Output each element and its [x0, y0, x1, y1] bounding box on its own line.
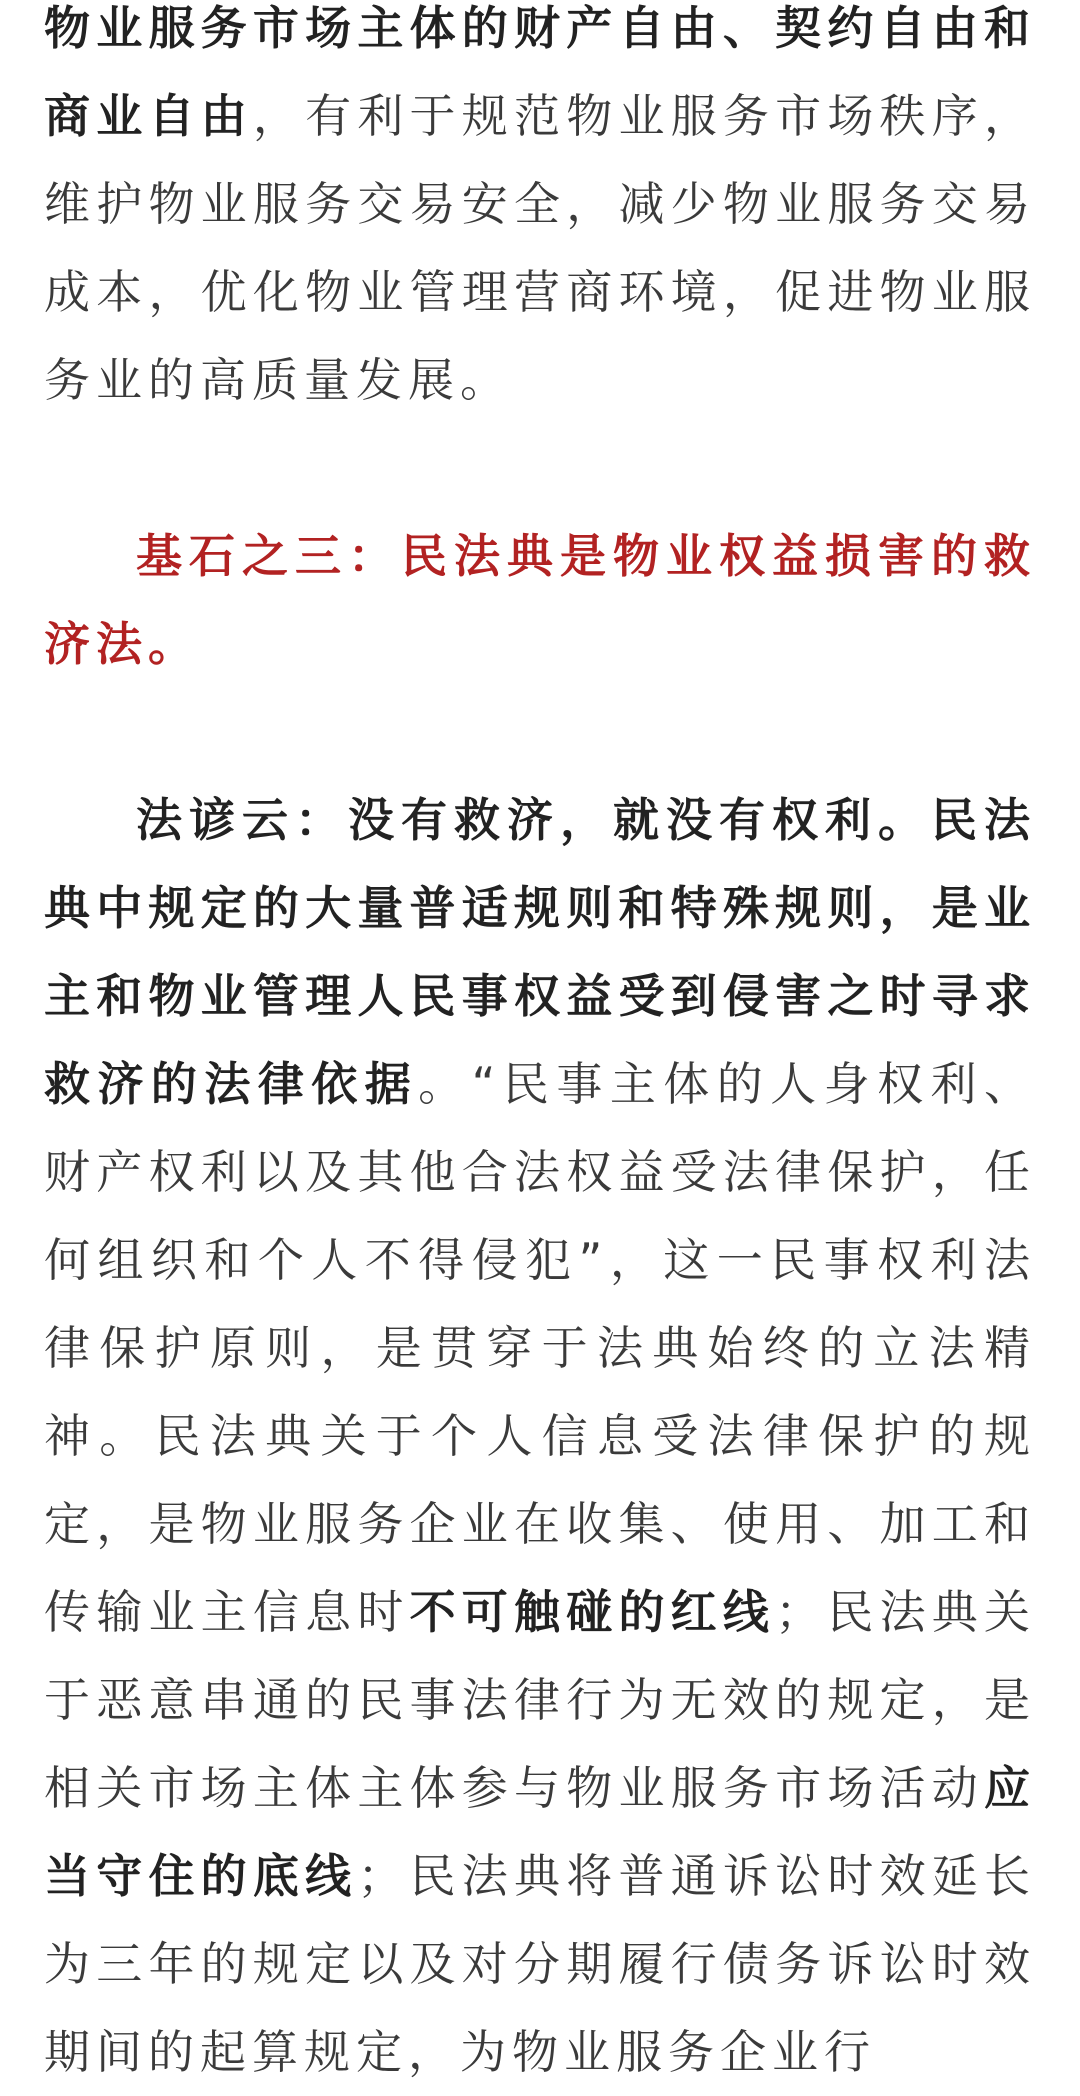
text-legal-maxim: 法谚云：没有救济，就没有权利。: [136, 793, 931, 847]
text-rights-protection: 。“民事主体的人身权利、财产权利以及其他合法权益受法律保护，任何组织和个人不得侵犯”，这一民事权利法律保护原则，是贯穿于法典始终的立法精神。民法典关于个人信息受法律保护的规定，是物业服务企业在收集、使用、加工和传输业主信息时: [44, 1057, 1036, 1639]
text-limitation-period: ；民法典将普通诉讼时效延长为三年的规定以及对分期履行债务诉讼时效期间的起算规定，为物业服务企业行: [44, 1849, 1037, 2079]
article-body: [44, 0, 1036, 2096]
bold-phrase-bottom-line: 应当守住的底线: [44, 1761, 1036, 1903]
bold-phrase-red-line: 不可触碰的红线: [409, 1585, 776, 1639]
paragraph-spacer: [44, 424, 1036, 512]
paragraph-spacer: [44, 688, 1036, 776]
bold-phrase-legal-basis: 民法典中规定的大量普适规则和特殊规则，是业主和物业管理人民事权益受到侵害之时寻求救济的法律依据: [44, 793, 1036, 1111]
text-market-order: ，有利于规范物业服务市场秩序，维护物业服务交易安全，减少物业服务交易成本，优化物业管理营商环境，促进物业服务业的高质量发展。: [44, 89, 1037, 407]
paragraph-legal-remedy: [44, 776, 1036, 2096]
bold-phrase-market-freedom: 物业服务市场主体的财产自由、契约自由和商业自由: [44, 1, 1036, 143]
text-malicious-collusion: ；民法典关于恶意串通的民事法律行为无效的规定，是相关市场主体主体参与物业服务市场活动: [44, 1585, 1037, 1815]
paragraph-market-freedom: [44, 0, 1036, 424]
section-heading-cornerstone-three: 基石之三：民法典是物业权益损害的救济法。: [44, 529, 1036, 671]
